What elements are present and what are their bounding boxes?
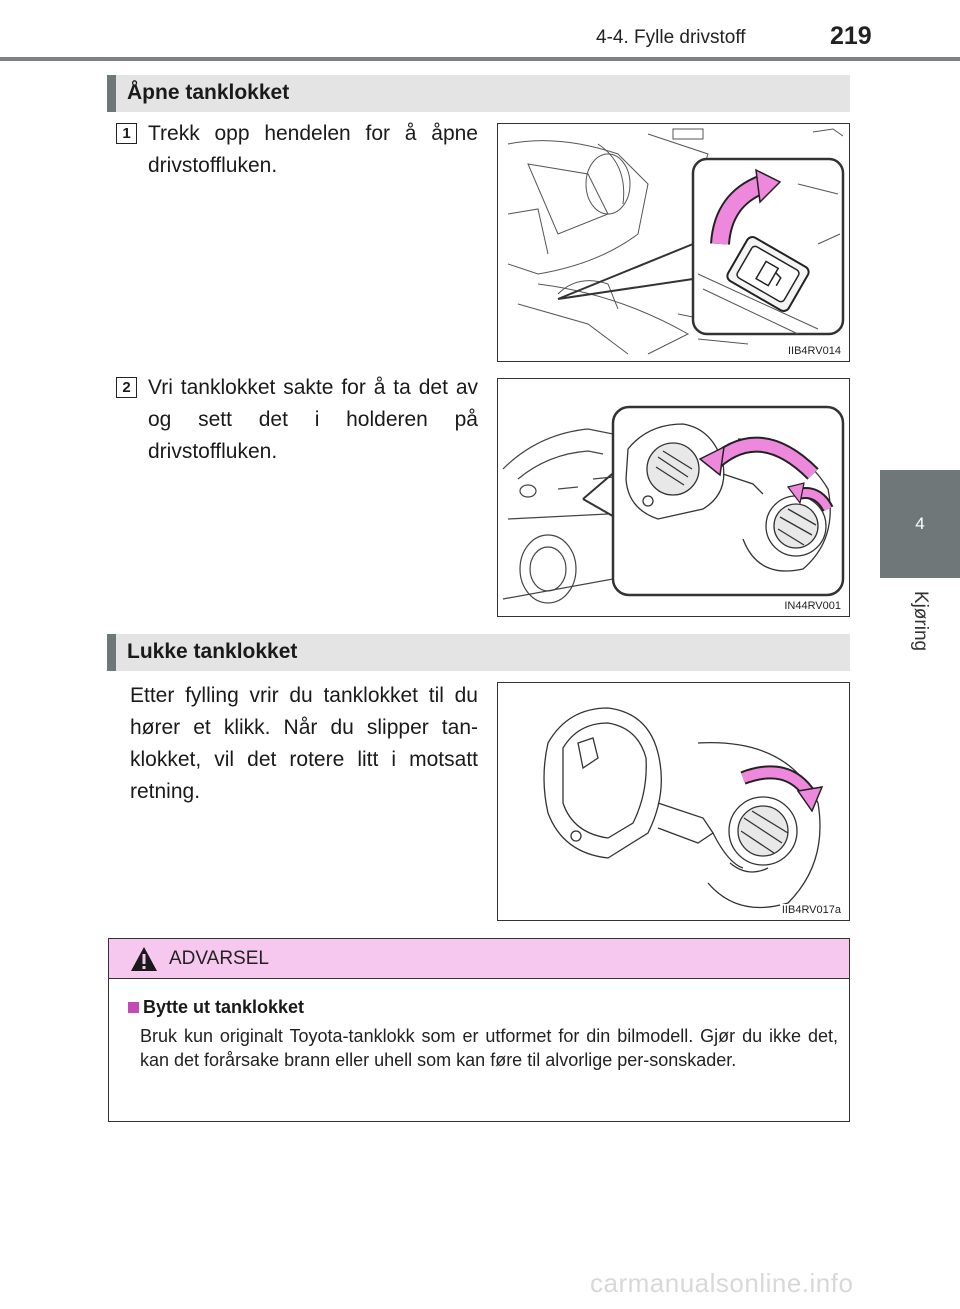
bullet-square-icon xyxy=(128,1002,139,1013)
figure-code: IIB4RV017a xyxy=(781,904,841,916)
figure-remove-fuel-cap xyxy=(497,378,850,617)
interior-lever-illustration xyxy=(498,124,850,362)
warning-subtitle: Bytte ut tanklokket xyxy=(143,997,305,1017)
fuel-cap-removal-illustration xyxy=(498,379,850,617)
figure-close-fuel-cap xyxy=(497,682,850,921)
step-text: Vri tanklokket sakte for å ta det av og sett det i holderen på drivstoffluken. xyxy=(148,376,478,463)
step-text: Trekk opp hendelen for å åpne drivstoffluken. xyxy=(148,122,478,177)
warning-body: Bruk kun originalt Toyota-tanklokk som er utformet for din bilmodell. Gjør du ikke det, kan det forårsake brann eller uhell som kan føre til alvorlige per-sonskader. xyxy=(140,1026,838,1070)
warning-header xyxy=(109,939,849,979)
watermark: carmanualsonline.info xyxy=(590,1268,854,1298)
fuel-cap-close-illustration xyxy=(498,683,850,921)
section-title: Åpne tanklokket xyxy=(127,81,290,104)
chapter-tab-label: Kjøring xyxy=(910,590,931,652)
figure-code: IIB4RV014 xyxy=(787,345,841,357)
section-header-open xyxy=(107,75,850,112)
page-number: 219 xyxy=(830,22,872,50)
section-header-close xyxy=(107,634,850,671)
chapter-title: 4-4. Fylle drivstoff xyxy=(596,27,746,48)
step-number: 1 xyxy=(116,123,137,144)
figure-fuel-door-lever xyxy=(497,123,850,362)
warning-box xyxy=(108,938,850,1122)
figure-code: IN44RV001 xyxy=(784,600,841,612)
header-rule xyxy=(0,57,960,61)
section-title: Lukke tanklokket xyxy=(127,640,298,663)
section-bar xyxy=(107,75,116,112)
warning-triangle-icon xyxy=(129,945,159,973)
warning-title: ADVARSEL xyxy=(169,948,269,969)
chapter-tab: 4 xyxy=(880,470,960,578)
step-number: 2 xyxy=(116,377,137,398)
closing-text: Etter fylling vrir du tanklokket til du hører et klikk. Når du slipper tan-klokket, vil det rotere litt i motsatt retning. xyxy=(130,684,478,803)
section-bar xyxy=(107,634,116,671)
